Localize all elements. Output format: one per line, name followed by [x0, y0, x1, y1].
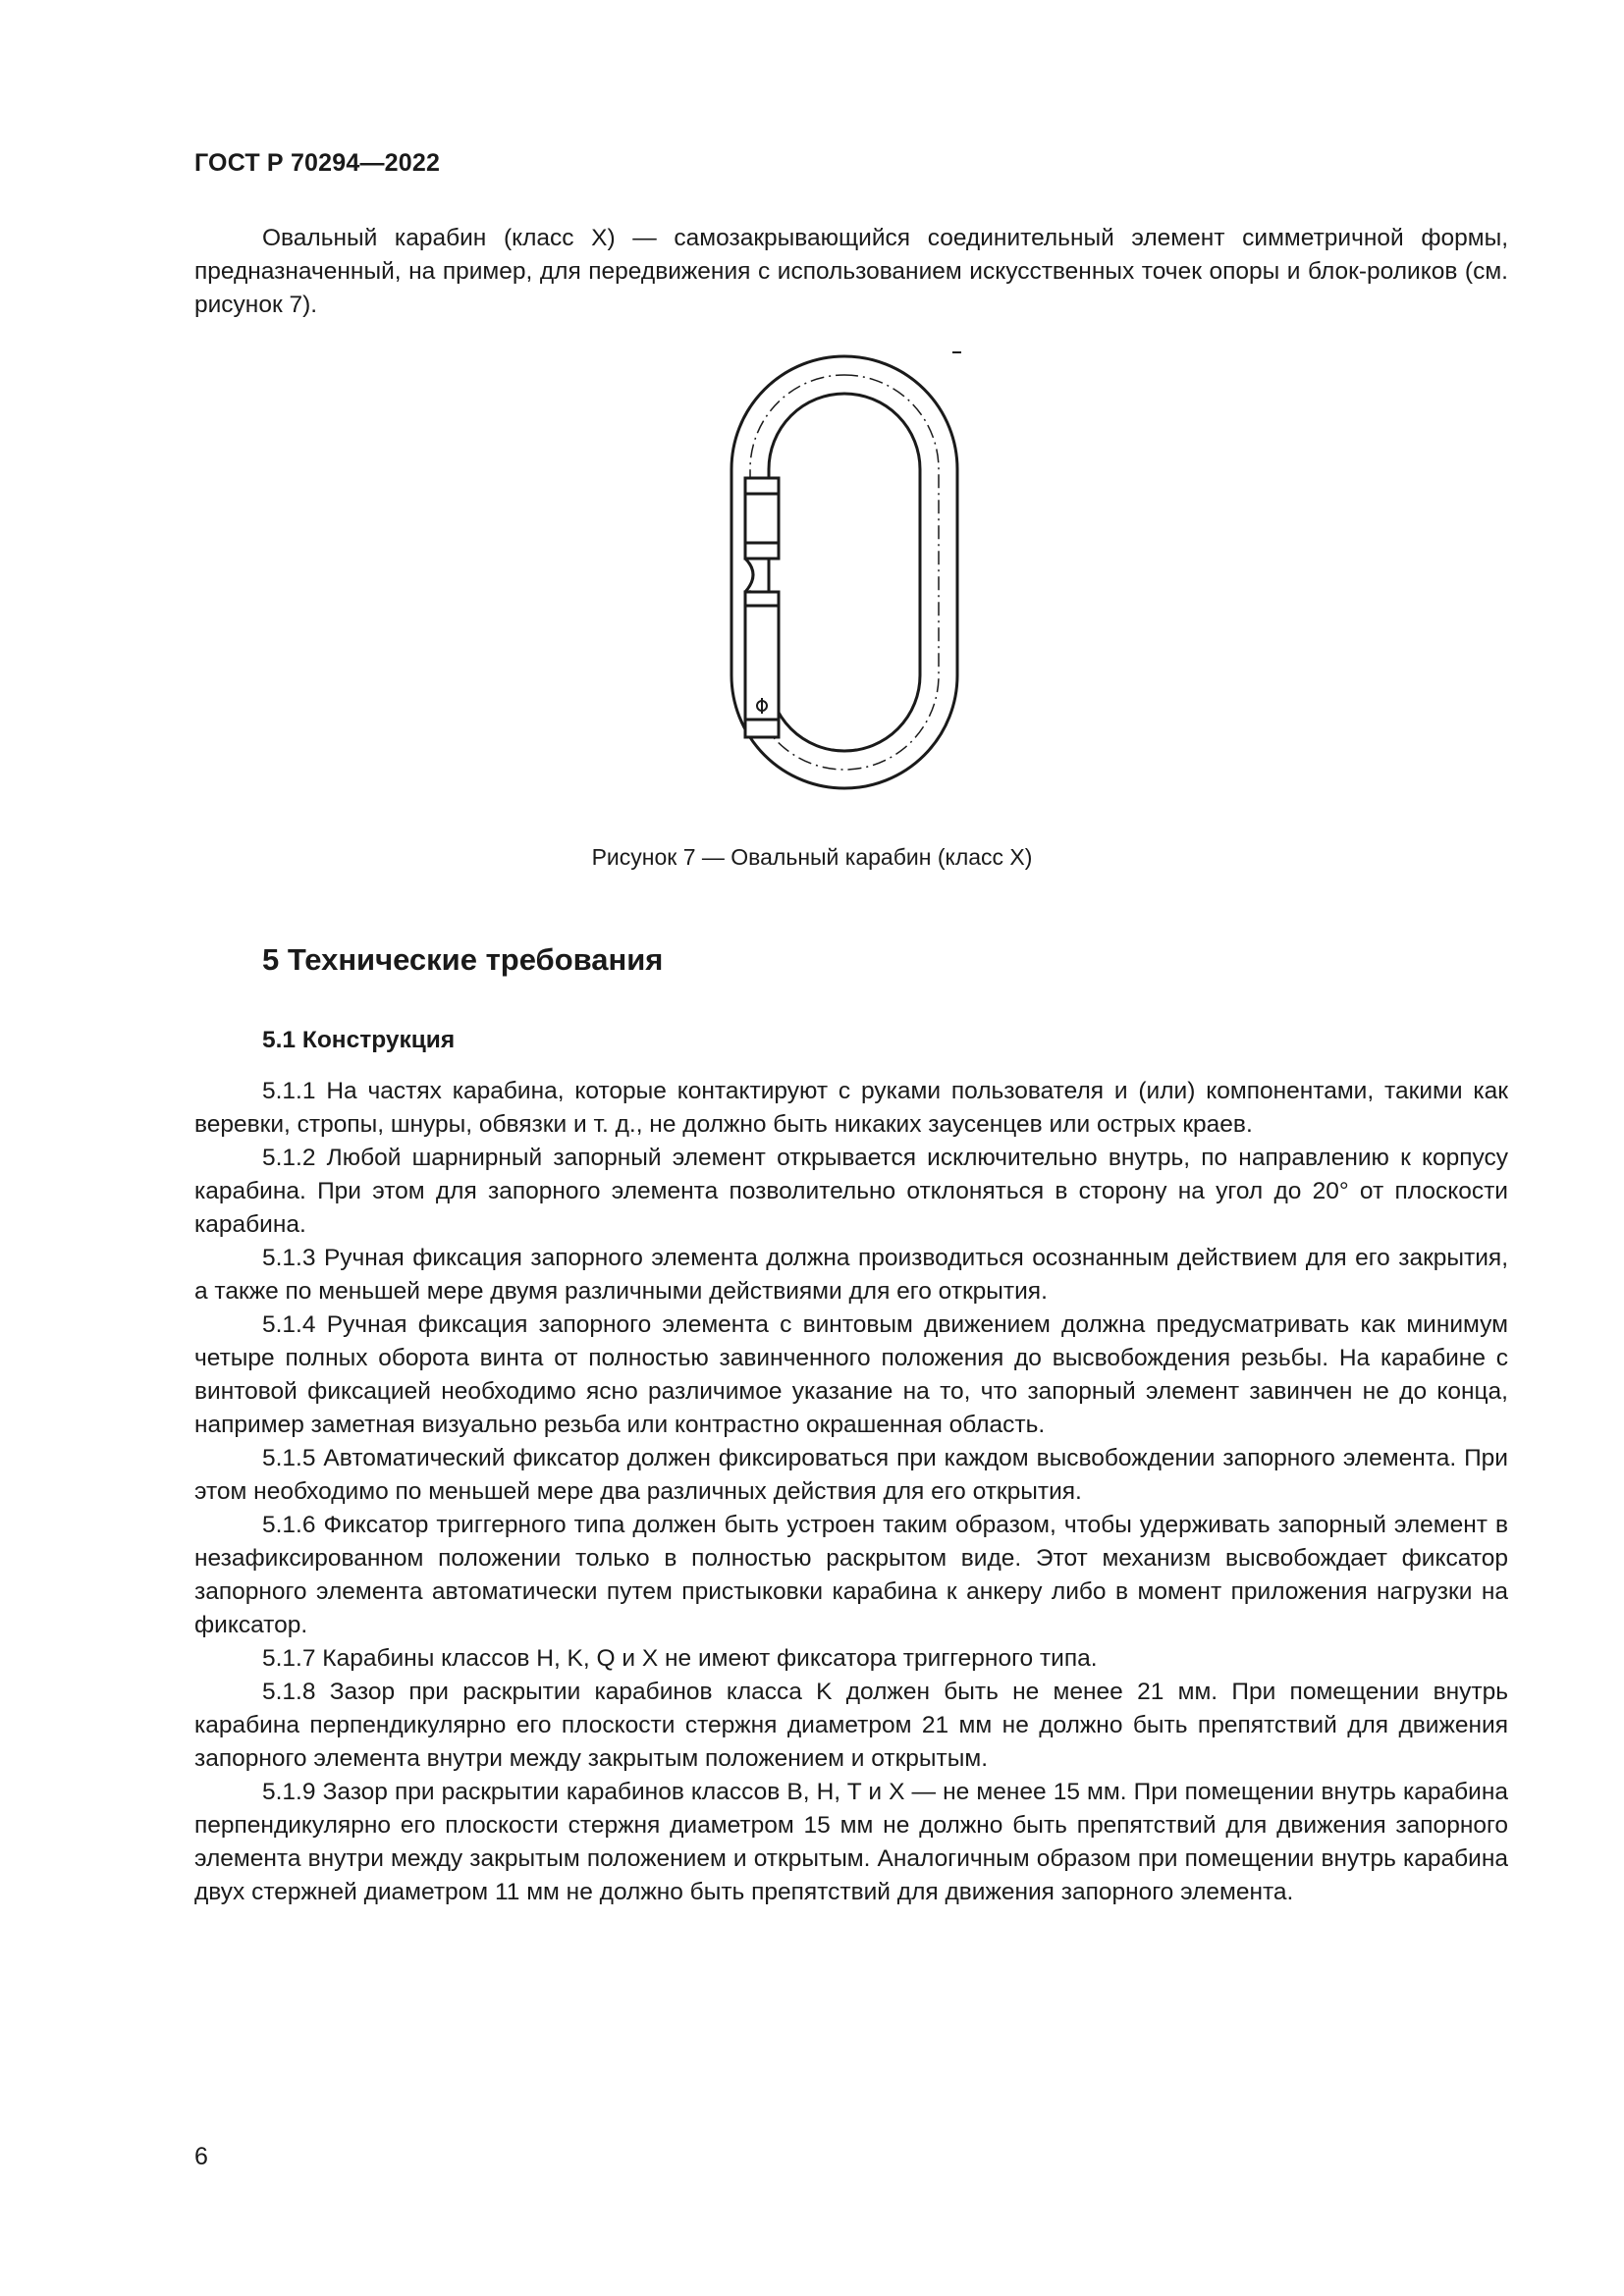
carabiner-inner-outline	[769, 394, 920, 751]
clause-5-1-9: 5.1.9 Зазор при раскрытии карабинов классов B, H, T и X — не менее 15 мм. При помещении внутрь карабина перпендикулярно его плоскости стержня диаметром 15 мм не должно быть препятствий для движения запорного элемента внутри между закрытым положением и открытым. Аналогичным образом при помещении внутрь карабина двух стержней диаметром 11 мм не должно быть препятствий для движения запорного элемента.	[194, 1779, 1508, 1905]
clause-5-1-3: 5.1.3 Ручная фиксация запорного элемента должна производиться осознанным действием для его закрытия, а также по меньшей мере двумя различными действиями для его открытия.	[194, 1245, 1508, 1305]
oval-carabiner-figure	[722, 347, 977, 798]
page-number: 6	[194, 2143, 208, 2170]
clause-5-1-7: 5.1.7 Карабины классов H, K, Q и X не имеют фиксатора триггерного типа.	[262, 1645, 1098, 1672]
intro-paragraph: Овальный карабин (класс X) — самозакрывающийся соединительный элемент симметричной формы, предназначенный, на пример, для передвижения с использованием искусственных точек опоры и блок-роликов (см. рисунок 7).	[194, 225, 1508, 318]
section-heading: 5 Технические требования	[262, 942, 664, 977]
clause-5-1-8: 5.1.8 Зазор при раскрытии карабинов класса K должен быть не менее 21 мм. При помещении внутрь карабина перпендикулярно его плоскости стержня диаметром 21 мм не должно быть препятствий для движения запорного элемента внутри между закрытым положением и открытым.	[194, 1679, 1508, 1772]
clause-5-1-4: 5.1.4 Ручная фиксация запорного элемента с винтовым движением должна предусматривать как минимум четыре полных оборота винта от полностью завинченного положения до высвобождения резьбы. На карабине с винтовой фиксацией необходимо ясно различимое указание на то, что запорный элемент завинчен не до конца, например заметная визуально резьба или контрастно окрашенная область.	[194, 1311, 1508, 1438]
clause-5-1-5: 5.1.5 Автоматический фиксатор должен фиксироваться при каждом высвобождении запорного элемента. При этом необходимо по меньшей мере два различных действия для его открытия.	[194, 1445, 1508, 1505]
intro-paragraph-container	[194, 222, 1508, 322]
gate-notch	[745, 559, 753, 592]
subsection-heading: 5.1 Конструкция	[262, 1027, 456, 1053]
carabiner-gate-icon	[745, 478, 779, 737]
clause-5-1-6: 5.1.6 Фиксатор триггерного типа должен быть устроен таким образом, чтобы удерживать запорный элемент в незафиксированном положении только в полностью раскрытом виде. Этот механизм высвобождает фиксатор запорного элемента автоматически путем пристыковки карабина к анкеру либо в момент приложения нагрузки на фиксатор.	[194, 1512, 1508, 1638]
gate-lower-sleeve	[745, 592, 779, 737]
gate-upper-sleeve	[745, 478, 779, 559]
clause-list	[194, 1075, 1508, 1909]
clause-5-1-1: 5.1.1 На частях карабина, которые контактируют с руками пользователя и (или) компонентами, такими как веревки, стропы, шнуры, обвязки и т. д., не должно быть никаких заусенцев или острых краев.	[194, 1078, 1508, 1138]
figure-caption: Рисунок 7 — Овальный карабин (класс X)	[591, 844, 1033, 870]
document-header: ГОСТ Р 70294—2022	[194, 149, 441, 177]
clause-5-1-2: 5.1.2 Любой шарнирный запорный элемент открывается исключительно внутрь, по направлению к корпусу карабина. При этом для запорного элемента позволительно отклоняться в сторону на угол до 20° от плоскости карабина.	[194, 1145, 1508, 1238]
